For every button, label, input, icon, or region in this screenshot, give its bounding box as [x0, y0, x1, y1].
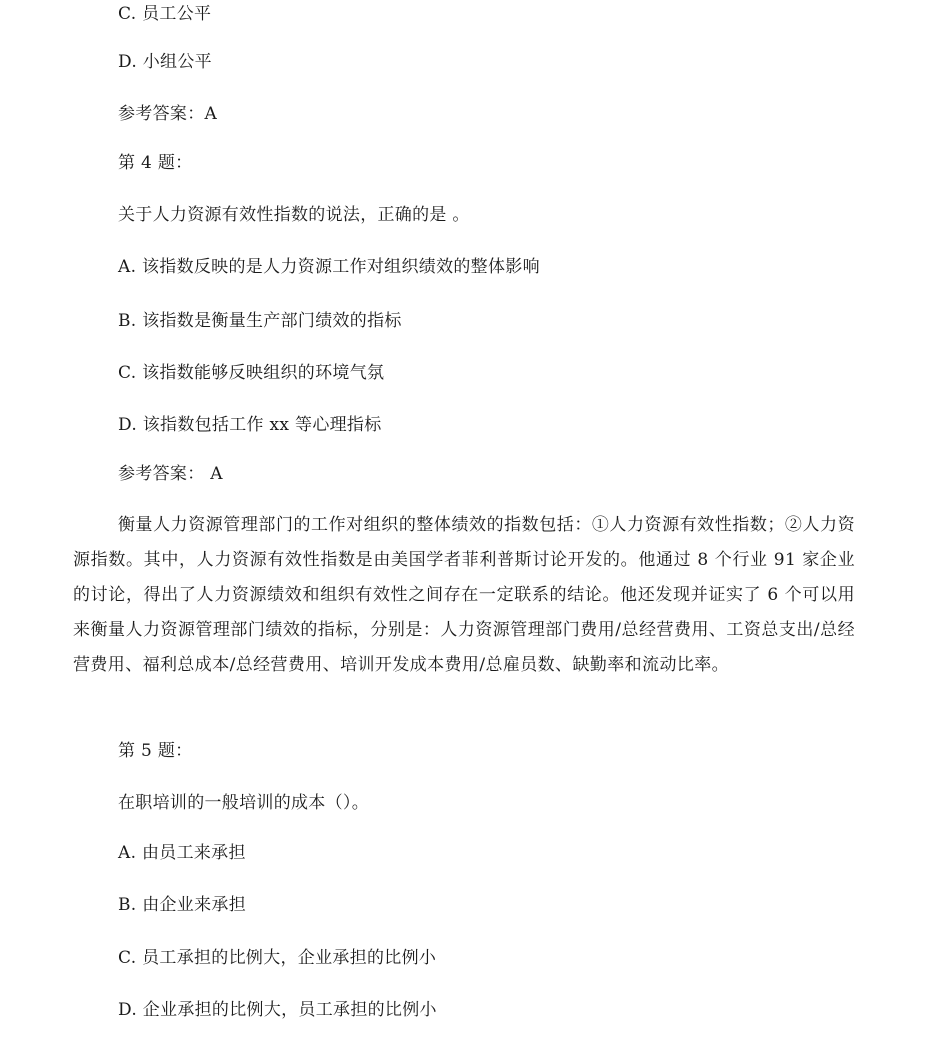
q4-explanation: 衡量人力资源管理部门的工作对组织的整体绩效的指数包括：①人力资源有效性指数；②人力资源指数。其中，人力资源有效性指数是由美国学者菲利普斯讨论开发的。他通过 8 个行业 91 家企业的讨论，得出了人力资源绩效和组织有效性之间存在一定联系的结论。他还发现并证实了 6 个可以用来衡量人力资源管理部门绩效的指标，分别是：人力资源管理部门费用/总经营费用、工资总支出/总经营费用、福利总成本/总经营费用、培训开发成本费用/总雇员数、缺勤率和流动比率。	[73, 515, 855, 675]
q5-option-a: A. 由员工来承担	[118, 843, 246, 863]
q4-heading: 第 4 题：	[118, 153, 193, 173]
q4-option-c: C. 该指数能够反映组织的环境气氛	[118, 363, 385, 383]
q5-option-d: D. 企业承担的比例大，员工承担的比例小	[118, 1000, 437, 1020]
q4-option-d: D. 该指数包括工作 xx 等心理指标	[118, 415, 382, 435]
q3-answer: 参考答案：A	[118, 104, 218, 124]
q4-answer: 参考答案： A	[118, 464, 223, 484]
q4-stem: 关于人力资源有效性指数的说法，正确的是 。	[118, 205, 470, 225]
q5-option-b: B. 由企业来承担	[118, 895, 246, 915]
q3-option-d: D. 小组公平	[118, 52, 212, 72]
q4-option-b: B. 该指数是衡量生产部门绩效的指标	[118, 311, 402, 331]
q4-option-a: A. 该指数反映的是人力资源工作对组织绩效的整体影响	[118, 257, 540, 277]
q5-heading: 第 5 题：	[118, 741, 193, 761]
q5-option-c: C. 员工承担的比例大，企业承担的比例小	[118, 948, 437, 968]
q5-stem: 在职培训的一般培训的成本（）。	[118, 793, 369, 813]
q3-option-c: C. 员工公平	[118, 4, 212, 24]
